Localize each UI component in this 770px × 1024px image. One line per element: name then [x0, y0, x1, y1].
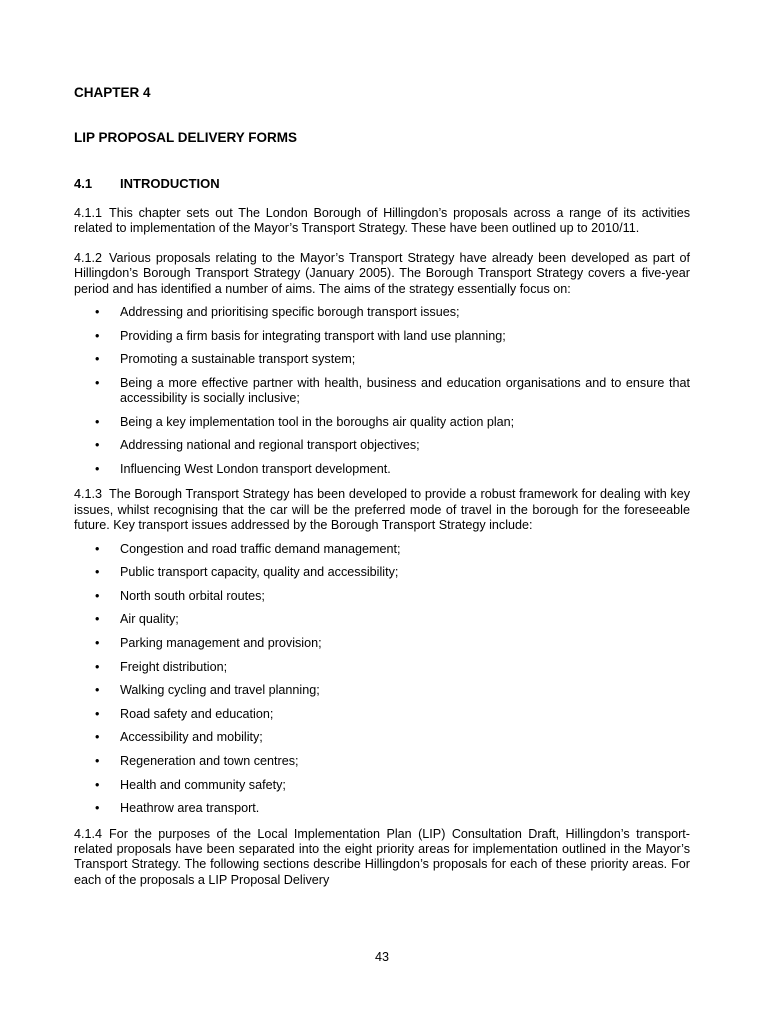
list-item [74, 754, 690, 769]
list-item-text: Freight distribution; [120, 659, 228, 674]
document-body [74, 206, 690, 902]
bullet-icon: • [95, 565, 100, 580]
paragraph-number: 4.1.4 [74, 826, 103, 841]
list-item [74, 589, 690, 604]
bullet-icon: • [95, 753, 100, 768]
bullet-icon: • [95, 375, 100, 390]
list-item [74, 329, 690, 344]
bullet-icon: • [95, 328, 100, 343]
bullet-icon: • [95, 683, 100, 698]
bullet-icon: • [95, 462, 100, 476]
list-item-text: Parking management and provision; [120, 636, 322, 650]
list-item [74, 542, 690, 557]
list-item-text: Promoting a sustainable transport system; [120, 352, 356, 367]
section-heading [74, 176, 690, 191]
paragraph-text: For the purposes of the Local Implementation Plan (LIP) Consultation Draft, Hillingdon’s transport-related proposals have been separated into the eight priority areas for implementation outlined in the Mayor’s Transport Strategy. The following sections describe Hillingdon’s proposals for each of these priority areas. For each of the proposals a LIP Proposal Delivery [74, 826, 690, 887]
list-item [74, 730, 690, 745]
list-item-text: Providing a firm basis for integrating transport with land use planning; [120, 328, 506, 343]
list-item-text: North south orbital routes; [120, 588, 265, 603]
paragraph-4-1-4 [74, 827, 690, 889]
list-item [74, 683, 690, 698]
bullet-icon: • [95, 636, 100, 650]
list-item [74, 376, 690, 407]
list-item-text: Accessibility and mobility; [120, 730, 263, 745]
bullet-icon: • [95, 801, 100, 816]
list-item [74, 462, 690, 477]
key-issues-list [74, 542, 690, 817]
list-item [74, 305, 690, 320]
list-item-text: Congestion and road traffic demand management; [120, 541, 401, 556]
paragraph-4-1-2 [74, 251, 690, 297]
paragraph-number: 4.1.2 [74, 250, 103, 265]
list-item-text: Public transport capacity, quality and accessibility; [120, 565, 399, 580]
list-item [74, 438, 690, 453]
bullet-icon: • [95, 541, 100, 556]
section-number: 4.1 [74, 176, 93, 191]
bullet-icon: • [95, 706, 100, 721]
bullet-icon: • [95, 352, 100, 367]
list-item [74, 707, 690, 722]
list-item [74, 636, 690, 651]
bullet-icon: • [95, 612, 100, 627]
list-item [74, 415, 690, 430]
paragraph-text: This chapter sets out The London Borough of Hillingdon’s proposals across a range of its activities related to implementation of the Mayor’s Transport Strategy. These have been outlined up to 2010/11. [74, 206, 690, 236]
bullet-icon: • [95, 305, 100, 320]
bullet-icon: • [95, 438, 100, 453]
list-item [74, 778, 690, 793]
list-item-text: Addressing and prioritising specific borough transport issues; [120, 305, 460, 320]
bullet-icon: • [95, 659, 100, 674]
list-item [74, 612, 690, 627]
list-item-text: Road safety and education; [120, 706, 274, 721]
chapter-title: LIP PROPOSAL DELIVERY FORMS [74, 130, 298, 145]
list-item [74, 660, 690, 675]
list-item-text: Addressing national and regional transport objectives; [120, 438, 420, 453]
paragraph-number: 4.1.1 [74, 206, 103, 220]
paragraph-4-1-3 [74, 487, 690, 533]
chapter-heading: CHAPTER 4 [74, 85, 151, 100]
page-number: 43 [374, 950, 389, 964]
list-item-text: Heathrow area transport. [120, 801, 260, 816]
paragraph-4-1-1 [74, 206, 690, 237]
list-item [74, 801, 690, 816]
list-item [74, 565, 690, 580]
bullet-icon: • [95, 777, 100, 792]
bullet-icon: • [95, 588, 100, 603]
list-item-text: Air quality; [120, 612, 179, 627]
paragraph-number: 4.1.3 [74, 487, 103, 502]
list-item-text: Being a more effective partner with health, business and education organisations and to ensure that accessibility is socially inclusive; [120, 375, 690, 406]
list-item-text: Being a key implementation tool in the boroughs air quality action plan; [120, 414, 515, 429]
bullet-icon: • [95, 730, 100, 745]
document-page [74, 0, 690, 1024]
bullet-icon: • [95, 414, 100, 429]
paragraph-text: The Borough Transport Strategy has been developed to provide a robust framework for dealing with key issues, whilst recognising that the car will be the preferred mode of travel in the borough for the foreseeable future. Key transport issues addressed by the Borough Transport Strategy include: [74, 487, 690, 533]
list-item-text: Health and community safety; [120, 777, 286, 792]
list-item-text: Walking cycling and travel planning; [120, 683, 320, 698]
list-item [74, 352, 690, 367]
paragraph-text: Various proposals relating to the Mayor’s Transport Strategy have already been developed as part of Hillingdon’s Borough Transport Strategy (January 2005). The Borough Transport Strategy covers a five-year period and has identified a number of aims. The aims of the strategy essentially focus on: [74, 250, 690, 296]
strategy-aims-list [74, 305, 690, 477]
section-title: INTRODUCTION [120, 176, 220, 191]
list-item-text: Regeneration and town centres; [120, 753, 299, 768]
list-item-text: Influencing West London transport development. [120, 462, 391, 476]
